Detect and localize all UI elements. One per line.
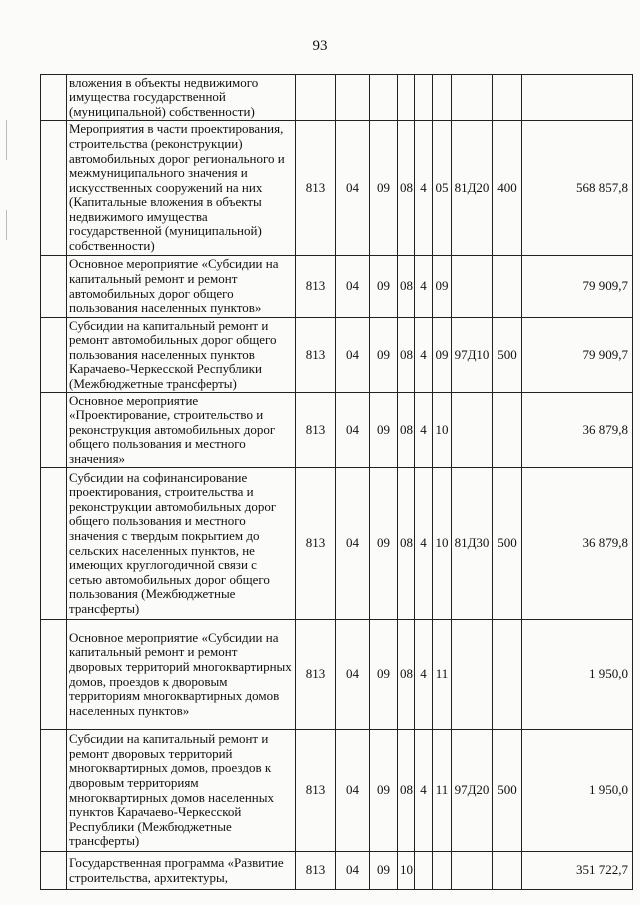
cell-amount: 79 909,7 bbox=[522, 318, 633, 393]
cell-description: Субсидии на капитальный ремонт и ремонт дворовых территорий многоквартирных домов, проездов к дворовым территориям многоквартирных домов населенных пунктов Карачаево-Черкесской Республики (Межбюджетные трансферты) bbox=[67, 730, 296, 852]
cell-expense-type bbox=[493, 256, 522, 318]
cell-description: Государственная программа «Развитие строительства, архитектуры, bbox=[67, 852, 296, 890]
table-row bbox=[41, 620, 633, 730]
cell-program-code: 08 bbox=[398, 730, 415, 852]
cell-program-code bbox=[398, 75, 415, 121]
cell-ministry-code bbox=[296, 75, 336, 121]
cell-blank bbox=[41, 852, 67, 890]
cell-event-code: 11 bbox=[433, 620, 452, 730]
cell-expense-type: 500 bbox=[493, 468, 522, 620]
cell-section-code: 04 bbox=[336, 852, 370, 890]
cell-subprogram-code: 4 bbox=[415, 121, 433, 256]
cell-blank bbox=[41, 256, 67, 318]
budget-table bbox=[40, 74, 633, 890]
cell-event-code bbox=[433, 75, 452, 121]
cell-description: Мероприятия в части проектирования, строительства (реконструкции) автомобильных дорог регионального и межмуниципального значения и искусственных сооружений на них (Капитальные вложения в объекты недвижимого имущества государственной (муниципальной) собственности) bbox=[67, 121, 296, 256]
cell-program-code: 08 bbox=[398, 468, 415, 620]
cell-subsection-code: 09 bbox=[370, 730, 398, 852]
cell-ministry-code: 813 bbox=[296, 852, 336, 890]
cell-event-code: 10 bbox=[433, 468, 452, 620]
cell-section-code: 04 bbox=[336, 730, 370, 852]
cell-event-code: 09 bbox=[433, 318, 452, 393]
cell-blank bbox=[41, 318, 67, 393]
cell-program-code: 08 bbox=[398, 393, 415, 468]
cell-ministry-code: 813 bbox=[296, 256, 336, 318]
cell-direction-code bbox=[452, 256, 493, 318]
cell-subprogram-code bbox=[415, 852, 433, 890]
cell-section-code: 04 bbox=[336, 620, 370, 730]
cell-direction-code: 81Д20 bbox=[452, 121, 493, 256]
cell-expense-type: 500 bbox=[493, 318, 522, 393]
cell-expense-type bbox=[493, 393, 522, 468]
cell-amount bbox=[522, 75, 633, 121]
cell-amount: 36 879,8 bbox=[522, 468, 633, 620]
page-number: 93 bbox=[312, 38, 328, 54]
cell-subsection-code: 09 bbox=[370, 318, 398, 393]
cell-blank bbox=[41, 468, 67, 620]
cell-subsection-code: 09 bbox=[370, 852, 398, 890]
scan-margin-line bbox=[6, 210, 7, 240]
cell-amount: 1 950,0 bbox=[522, 730, 633, 852]
cell-description: Субсидии на капитальный ремонт и ремонт автомобильных дорог общего пользования населенных пунктов Карачаево-Черкесской Республики (Межбюджетные трансферты) bbox=[67, 318, 296, 393]
table-row bbox=[41, 730, 633, 852]
cell-description: Основное мероприятие «Субсидии на капитальный ремонт и ремонт дворовых территорий многоквартирных домов, проездов к дворовым территориям многоквартирных домов населенных пунктов» bbox=[67, 620, 296, 730]
table-row bbox=[41, 393, 633, 468]
cell-expense-type bbox=[493, 620, 522, 730]
cell-direction-code: 81Д30 bbox=[452, 468, 493, 620]
cell-program-code: 10 bbox=[398, 852, 415, 890]
cell-subprogram-code: 4 bbox=[415, 730, 433, 852]
cell-program-code: 08 bbox=[398, 121, 415, 256]
cell-subprogram-code: 4 bbox=[415, 620, 433, 730]
cell-description: Основное мероприятие «Проектирование, строительство и реконструкция автомобильных дорог общего пользования и местного значения» bbox=[67, 393, 296, 468]
cell-section-code bbox=[336, 75, 370, 121]
cell-blank bbox=[41, 393, 67, 468]
cell-event-code: 05 bbox=[433, 121, 452, 256]
cell-ministry-code: 813 bbox=[296, 620, 336, 730]
cell-amount: 568 857,8 bbox=[522, 121, 633, 256]
cell-expense-type: 500 bbox=[493, 730, 522, 852]
table-row bbox=[41, 468, 633, 620]
cell-section-code: 04 bbox=[336, 121, 370, 256]
cell-amount: 1 950,0 bbox=[522, 620, 633, 730]
cell-event-code: 09 bbox=[433, 256, 452, 318]
cell-blank bbox=[41, 75, 67, 121]
cell-ministry-code: 813 bbox=[296, 318, 336, 393]
cell-subprogram-code: 4 bbox=[415, 256, 433, 318]
cell-expense-type: 400 bbox=[493, 121, 522, 256]
scan-margin-line bbox=[6, 120, 7, 160]
cell-event-code bbox=[433, 852, 452, 890]
cell-direction-code: 97Д10 bbox=[452, 318, 493, 393]
cell-amount: 79 909,7 bbox=[522, 256, 633, 318]
cell-section-code: 04 bbox=[336, 256, 370, 318]
cell-subsection-code: 09 bbox=[370, 468, 398, 620]
cell-section-code: 04 bbox=[336, 393, 370, 468]
cell-description: вложения в объекты недвижимого имущества государственной (муниципальной) собственности) bbox=[67, 75, 296, 121]
cell-blank bbox=[41, 121, 67, 256]
cell-amount: 351 722,7 bbox=[522, 852, 633, 890]
cell-direction-code: 97Д20 bbox=[452, 730, 493, 852]
cell-description: Основное мероприятие «Субсидии на капитальный ремонт и ремонт автомобильных дорог общего пользования населенных пунктов» bbox=[67, 256, 296, 318]
cell-subprogram-code bbox=[415, 75, 433, 121]
table-row bbox=[41, 75, 633, 121]
cell-subprogram-code: 4 bbox=[415, 318, 433, 393]
table-row bbox=[41, 852, 633, 890]
cell-program-code: 08 bbox=[398, 256, 415, 318]
cell-subsection-code: 09 bbox=[370, 256, 398, 318]
table-row bbox=[41, 256, 633, 318]
cell-subsection-code bbox=[370, 75, 398, 121]
cell-section-code: 04 bbox=[336, 318, 370, 393]
cell-ministry-code: 813 bbox=[296, 730, 336, 852]
cell-direction-code bbox=[452, 393, 493, 468]
cell-direction-code bbox=[452, 852, 493, 890]
cell-amount: 36 879,8 bbox=[522, 393, 633, 468]
cell-subprogram-code: 4 bbox=[415, 468, 433, 620]
cell-expense-type bbox=[493, 75, 522, 121]
cell-subsection-code: 09 bbox=[370, 121, 398, 256]
cell-event-code: 10 bbox=[433, 393, 452, 468]
cell-ministry-code: 813 bbox=[296, 393, 336, 468]
cell-subprogram-code: 4 bbox=[415, 393, 433, 468]
cell-event-code: 11 bbox=[433, 730, 452, 852]
table-row bbox=[41, 121, 633, 256]
cell-subsection-code: 09 bbox=[370, 393, 398, 468]
table-row bbox=[41, 318, 633, 393]
cell-ministry-code: 813 bbox=[296, 121, 336, 256]
cell-subsection-code: 09 bbox=[370, 620, 398, 730]
cell-expense-type bbox=[493, 852, 522, 890]
cell-description: Субсидии на софинансирование проектирования, строительства и реконструкции автомобильных дорог общего пользования и местного значения с твердым покрытием до сельских населенных пунктов, не имеющих круглогодичной связи с сетью автомобильных дорог общего пользования (Межбюджетные трансферты) bbox=[67, 468, 296, 620]
cell-ministry-code: 813 bbox=[296, 468, 336, 620]
cell-direction-code bbox=[452, 75, 493, 121]
cell-section-code: 04 bbox=[336, 468, 370, 620]
cell-program-code: 08 bbox=[398, 620, 415, 730]
cell-blank bbox=[41, 730, 67, 852]
cell-blank bbox=[41, 620, 67, 730]
cell-program-code: 08 bbox=[398, 318, 415, 393]
cell-direction-code bbox=[452, 620, 493, 730]
